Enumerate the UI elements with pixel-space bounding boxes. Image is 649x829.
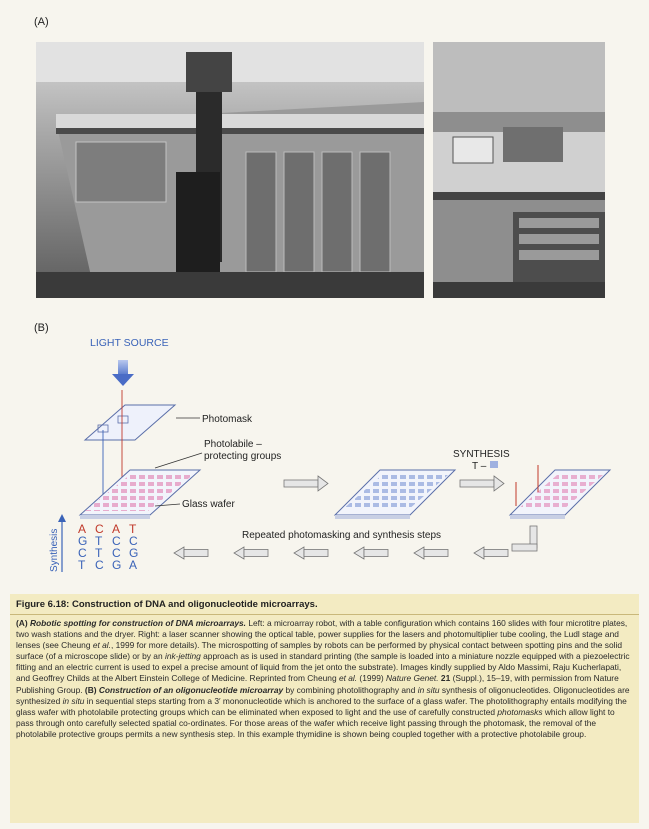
caption-a-text: (Suppl.), 15–19, with permission from Nature Publishing Group.	[16, 673, 619, 695]
photomask-plate	[85, 405, 175, 440]
caption-b-text: by combining photolithography and	[283, 684, 418, 695]
nucleotide-letter: C	[112, 534, 121, 548]
panel-a-label: (A)	[34, 16, 49, 28]
caption-volume: 21	[438, 673, 451, 684]
arrow-elbow-icon	[512, 526, 537, 551]
glass-wafer-label: Glass wafer	[182, 499, 235, 510]
nucleotide-letter: C	[95, 558, 104, 572]
nucleotide-letter: G	[78, 534, 88, 548]
synthesis-axis-label: Synthesis	[49, 528, 60, 572]
photolabile-label-1: Photolabile –	[204, 439, 262, 450]
caption-etal: et al.	[338, 673, 358, 684]
caption-insitu: in situ	[417, 684, 440, 695]
nucleotide-letter: T	[95, 546, 103, 560]
figure-caption	[10, 594, 639, 823]
nucleotide-letter: C	[95, 522, 104, 536]
protecting-group-icon	[490, 461, 498, 468]
nucleotide-letter: T	[95, 534, 103, 548]
caption-a-text: (1999)	[357, 673, 386, 684]
caption-journal: Nature Genet.	[385, 673, 439, 684]
nucleotide-grid	[78, 522, 138, 572]
caption-body	[16, 618, 632, 740]
glass-wafer-2	[335, 470, 455, 519]
nucleotide-letter: C	[112, 546, 121, 560]
caption-a-text: Left: a microarray robot, with a table configuration which contains 160 slides with four microtitre plates, two wash stations and the dryer. Right: a laser scanner showing the optical table, power supplies for the lasers and photomultiplier tube cooling, the Ludl stage and lenses (see Cheung	[16, 618, 628, 651]
nucleotide-letter: T	[78, 558, 86, 572]
caption-a-heading: Robotic spotting for construction of DNA microarrays.	[29, 618, 247, 628]
light-source-label: LIGHT SOURCE	[90, 337, 169, 349]
synthesis-axis	[49, 514, 66, 572]
nucleotide-letter: G	[112, 558, 122, 572]
laser-scanner-photo	[433, 42, 605, 298]
nucleotide-letter: T	[129, 522, 137, 536]
caption-b-text: synthesis of oligonucleotides. Oligonucleotides are synthesized	[16, 684, 630, 706]
nucleotide-letter: C	[78, 546, 87, 560]
microarray-robot-photo	[36, 42, 424, 298]
caption-b-text: in sequential steps starting from a 3′ mononucleotide which is anchored to the surface of a glass wafer. The photolithography entails modifying the glass wafer with photolabile protecting groups which can be eliminated when exposed to light and the use of carefully constructed	[16, 695, 627, 717]
repeated-steps-label: Repeated photomasking and synthesis steps	[242, 530, 442, 541]
nucleotide-letter: A	[78, 522, 87, 536]
photolabile-label-2: protecting groups	[204, 451, 282, 462]
glass-wafer-3	[510, 465, 610, 519]
photolithography-diagram	[30, 320, 630, 590]
caption-etal: et al.	[92, 640, 111, 651]
caption-photomasks: photomasks	[497, 706, 543, 717]
caption-b-heading: Construction of an oligonucleotide microarray	[98, 684, 284, 695]
caption-inkjet: ink-jetting	[164, 651, 201, 662]
caption-a-label: (A)	[16, 618, 30, 628]
nucleotide-letter: A	[129, 558, 138, 572]
nucleotide-letter: G	[129, 546, 139, 560]
caption-title: Figure 6.18: Construction of DNA and oligonucleotide microarrays.	[16, 599, 318, 610]
caption-insitu: in situ	[62, 695, 85, 706]
synthesis-t-label: T –	[472, 461, 487, 472]
caption-a-text: approach as is used in standard printing (the sample is loaded into a miniature nozzle equipped with a piezoelectric fitting and an electric current is used to expel a precise amount of liquid from the jet onto the substrate). Images kindly supplied by Aldo Massimi, Raju Kucherlapati, and Geoffrey Childs at the Albert Einstein College of Medicine. Reprinted from Cheung	[16, 651, 630, 684]
photomask-label: Photomask	[202, 414, 253, 425]
caption-a-text: , 1999 for more details). The microspotting of samples by robots can be performed by physical contact between spotting pins and the solid surface (of a microscope slide) or by an	[16, 640, 622, 662]
caption-b-text: which allow light to pass through onto carefully selected spatial co-ordinates. For those areas of the wafer which receive light passing through the photomask, the removal of the photolabile protective groups permits a new synthesis step. In this example thymidine is shown being coupled together with a protective photolabile group.	[16, 706, 615, 739]
arrow-right-icon	[284, 476, 328, 491]
light-arrow-icon	[112, 360, 134, 386]
arrow-left-icon	[174, 547, 508, 559]
arrow-right-icon	[460, 476, 504, 491]
caption-divider	[10, 614, 639, 615]
caption-b-label: (B)	[84, 684, 99, 695]
nucleotide-letter: C	[129, 534, 138, 548]
panel-b-label: (B)	[34, 322, 49, 334]
synthesis-heading: SYNTHESIS	[453, 449, 510, 460]
nucleotide-letter: A	[112, 522, 121, 536]
glass-wafer-1	[80, 470, 200, 519]
